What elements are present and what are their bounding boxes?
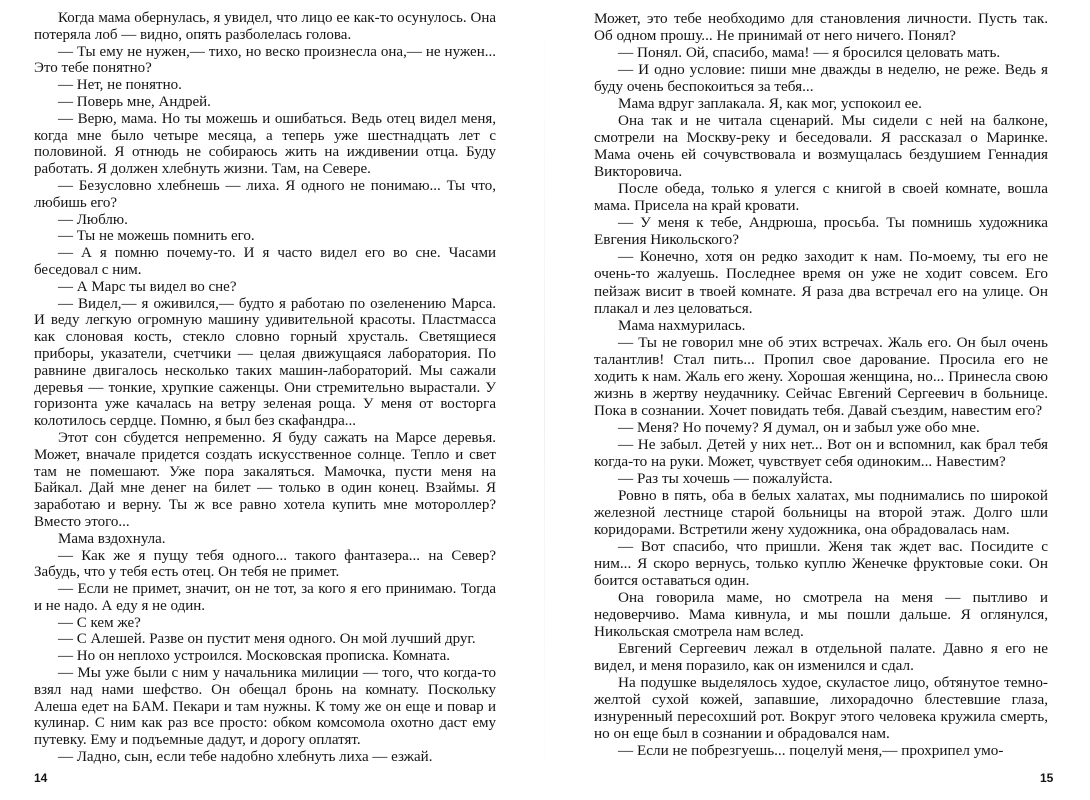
paragraph: — Не забыл. Детей у них нет... Вот он и вспомнил, как брал тебя когда-то на руки. Может, чувствует себя одиноким... Навестим?: [594, 435, 1048, 470]
paragraph: — Ты не можешь помнить его.: [58, 228, 255, 245]
paragraph: — А Марс ты видел во сне?: [58, 278, 237, 295]
left-page-text: [34, 10, 496, 766]
paragraph: — А я помню почему-то. И я часто видел его во сне. Часами беседовал с ним.: [34, 245, 496, 278]
paragraph: — Нет, не понятно.: [58, 77, 182, 94]
paragraph: Когда мама обернулась, я увидел, что лицо ее как-то осунулось. Она потеряла лоб — видно, опять разболелась голова.: [34, 10, 496, 43]
paragraph: Евгений Сергеевич лежал в отдельной палате. Давно я его не видел, и меня поразило, как он изменился и сдал.: [594, 640, 1048, 675]
paragraph: Этот сон сбудется непременно. Я буду сажать на Марсе деревья. Может, вначале придется создать искусственное солнце. Тепло и свет там не помешают. Уже пора закаляться. Мамочка, пусти меня на Байкал. Дай мне денег на билет — только в один конец. Взаймы. Я заработаю и верну. Ты ж все равно хотела купить мне мотороллер? Вместо этого...: [34, 429, 496, 530]
paragraph: — Как же я пущу тебя одного... такого фантазера... на Север? Забудь, что у тебя есть отец. Он тебя не примет.: [34, 547, 496, 581]
paragraph: — Если не побрезгуешь... поцелуй меня,— прохрипел умо-: [618, 742, 1004, 760]
paragraph: Ровно в пять, оба в белых халатах, мы поднимались по широкой железной лестнице старой больницы на второй этаж. Долго шли коридорами. Встретили жену художника, она обрадовалась нам.: [594, 486, 1048, 538]
paragraph: — Если не примет, значит, он не тот, за кого я его принимаю. Тогда и не надо. А еду я не один.: [34, 581, 496, 614]
paragraph: — Мы уже были с ним у начальника милиции — того, что когда-то взял над нами шефство. Он обещал бронь на комнату. Поскольку Алеша едет на БАМ. Пекари и там нужны. К тому же он еще и повар и кулинар. С ним как раз все просто: обком комсомола охотно даст ему путевку. Ему и подъемные дадут, и дорогу оплатят.: [34, 665, 496, 749]
paragraph: — Вот спасибо, что пришли. Женя так ждет вас. Посидите с ним... Я скоро вернусь, только куплю Женечке фруктовые соки. Он боится оставаться один.: [594, 537, 1048, 590]
paragraph: Мама вздохнула.: [58, 530, 166, 547]
paragraph: — Поверь мне, Андрей.: [58, 93, 211, 110]
paragraph: — Понял. Ой, спасибо, мама! — я бросился целовать мать.: [618, 44, 1001, 62]
paragraph: Мама вдруг заплакала. Я, как мог, успокоил ее.: [618, 95, 922, 113]
paragraph: На подушке выделялось худое, скуластое лицо, обтянутое темно-желтой сухой кожей, запавшие, лихорадочно блестевшие глаза, изнуренный пересохший рот. Вокруг этого человека кружила смерть, но он еще был в сознании и обрадовался нам.: [594, 674, 1048, 743]
right-page-text: [594, 10, 1048, 759]
paragraph: — Но он неплохо устроился. Московская прописка. Комната.: [58, 648, 450, 665]
paragraph: Может, это тебе необходимо для становления личности. Пусть так. Об одном прошу... Не принимай от него ничего. Понял?: [594, 10, 1048, 45]
paragraph: Она так и не читала сценарий. Мы сидели с ней на балконе, смотрели на Москву-реку и беседовали. Я рассказал о Маринке. Мама очень ей сочувствовала и возмущалась бездушием Геннадия Викторовича.: [594, 112, 1048, 181]
paragraph: После обеда, только я улегся с книгой в своей комнате, вошла мама. Присела на край кровати.: [594, 180, 1048, 215]
right-page-number: 15: [1040, 771, 1054, 785]
paragraph: — Видел,— я оживился,— будто я работаю по озеленению Марса. И веду легкую огромную машину удивительной красоты. Пластмасса как слоновая кость, стекло словно горный хрусталь. Светящиеся приборы, указатели, счетчики — целая движущаяся лаборатория. По равнине двигалось несколько таких машин-лабораторий. Мы сажали деревья — тонкие, хрупкие саженцы. Они стремительно вырастали. У горизонта уже качалась на ветру зеленая роща. У меня от восторга колотилось сердце. Помню, я был без скафандра...: [34, 295, 496, 430]
paragraph: — Конечно, хотя он редко заходит к нам. По-моему, ты его не очень-то жалуешь. Последнее время он уже не ходит совсем. Его пейзаж висит в твоей комнате. Я раза два встречал его на улице. Он плакал и лез целоваться.: [594, 248, 1048, 317]
paragraph: — С кем же?: [58, 614, 141, 631]
paragraph: — Ладно, сын, если тебе надобно хлебнуть лиха — езжай.: [58, 749, 433, 766]
paragraph: — Меня? Но почему? Я думал, он и забыл уже обо мне.: [618, 418, 980, 436]
paragraph: — Люблю.: [58, 211, 128, 228]
paragraph: — Верю, мама. Но ты можешь и ошибаться. Ведь отец видел меня, когда мне было четыре месяца, а теперь уже шестнадцать лет с половиной. Я отнюдь не собираюсь жить на иждивении отца. Буду работать. Я должен хлебнуть жизни. Там, на Севере.: [34, 110, 496, 178]
paragraph: Мама нахмурилась.: [618, 316, 746, 334]
paragraph: — Ты ему не нужен,— тихо, но веско произнесла она,— не нужен... Это тебе понятно?: [34, 43, 496, 77]
paragraph: — Безусловно хлебнешь — лиха. Я одного не понимаю... Ты что, любишь его?: [34, 177, 496, 211]
left-page-number: 14: [34, 771, 48, 785]
paragraph: — Раз ты хочешь — пожалуйста.: [618, 469, 833, 487]
paragraph: — И одно условие: пиши мне дважды в неделю, не реже. Ведь я буду очень беспокоиться за тебя...: [594, 61, 1048, 96]
paragraph: — У меня к тебе, Андрюша, просьба. Ты помнишь художника Евгения Никольского?: [594, 214, 1048, 249]
book-gutter: [544, 0, 545, 800]
paragraph: — Ты не говорил мне об этих встречах. Жаль его. Он был очень талантлив! Стал пить... Пропил свое дарование. Просила его не ходить к нам. Жаль его жену. Хорошая женщина, но... Принесла свою жизнь в жертву неудачнику. Сейчас Евгений Сергеевич в больнице. Пока в сознании. Хочет повидать тебя. Давай съездим, навестим его?: [594, 333, 1048, 419]
paragraph: Она говорила маме, но смотрела на меня — пытливо и недоверчиво. Мама кивнула, и мы пошли дальше. Я оглянулся, Никольская смотрела нам вслед.: [594, 589, 1048, 641]
paragraph: — С Алешей. Разве он пустит меня одного. Он мой лучший друг.: [58, 631, 476, 648]
